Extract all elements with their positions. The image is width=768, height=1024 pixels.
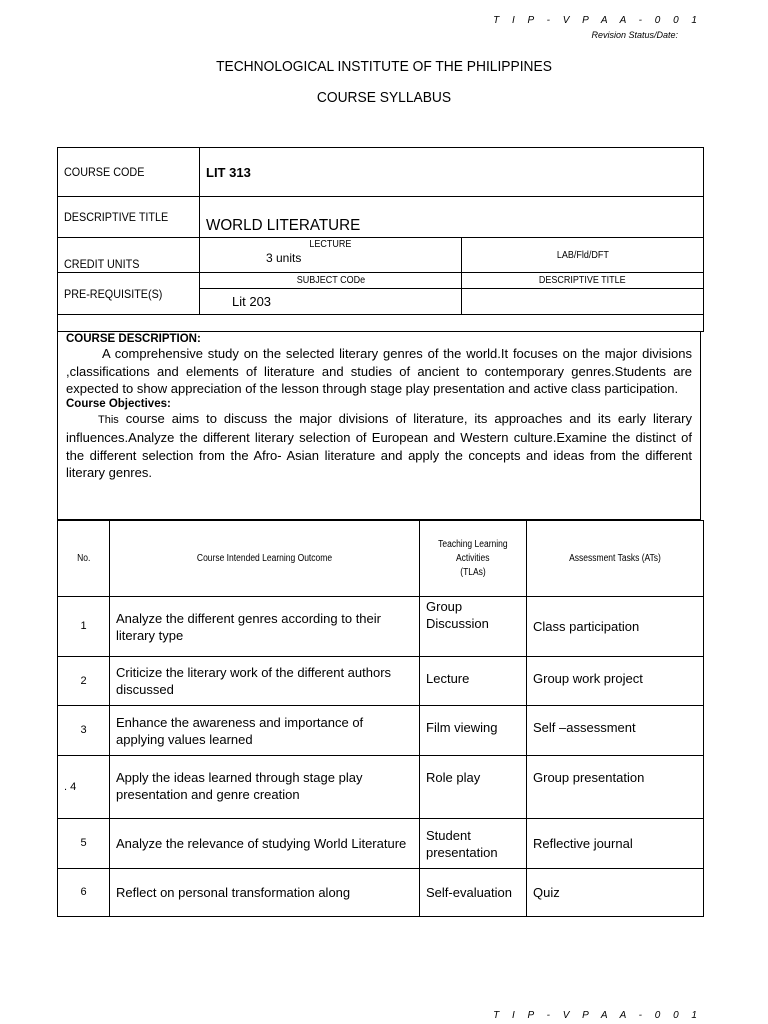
course-objectives-heading: Course Objectives: xyxy=(66,397,171,410)
row-number: 2 xyxy=(58,657,110,706)
table-row xyxy=(58,756,704,819)
learning-outcomes-table xyxy=(57,520,704,917)
row-number: 6 xyxy=(58,869,110,917)
course-description-heading: COURSE DESCRIPTION: xyxy=(66,333,201,345)
row-at: Group presentation xyxy=(527,756,704,819)
table-row xyxy=(58,706,704,756)
row-number: 3 xyxy=(58,706,110,756)
row-at: Quiz xyxy=(527,869,704,917)
row-at: Class participation xyxy=(527,597,704,657)
row-cilo: Analyze the relevance of studying World Literature xyxy=(110,819,420,869)
row-number: 5 xyxy=(58,819,110,869)
row-cilo: Enhance the awareness and importance of applying values learned xyxy=(110,706,420,756)
lab-label: LAB/Fld/DFT xyxy=(462,238,704,273)
row-tla: Self-evaluation xyxy=(420,869,527,917)
institute-title: TECHNOLOGICAL INSTITUTE OF THE PHILIPPINES xyxy=(216,58,552,75)
row-tla: Student presentation xyxy=(420,819,527,869)
subject-code-label: SUBJECT CODe xyxy=(200,273,462,289)
row-number: 1 xyxy=(58,597,110,657)
table-row xyxy=(58,819,704,869)
col-no: No. xyxy=(58,521,110,597)
course-code-value: LIT 313 xyxy=(200,148,704,197)
descriptive-title-value: WORLD LITERATURE xyxy=(200,197,704,238)
row-number: . 4 xyxy=(58,756,110,819)
table-row xyxy=(58,869,704,917)
descriptive-title-label: DESCRIPTIVE TITLE xyxy=(58,197,200,238)
col-at: Assessment Tasks (ATs) xyxy=(527,521,704,597)
col-cilo: Course Intended Learning Outcome xyxy=(110,521,420,597)
prerequisite-label: PRE-REQUISITE(S) xyxy=(58,273,200,315)
lecture-units: 3 units xyxy=(266,251,302,265)
table-row xyxy=(58,597,704,657)
revision-status: Revision Status/Date: xyxy=(591,30,678,40)
row-tla: Film viewing xyxy=(420,706,527,756)
document-code-bottom: T I P - V P A A - 0 0 1 xyxy=(493,1010,702,1021)
course-code-label: COURSE CODE xyxy=(58,148,200,197)
document-code-top: T I P - V P A A - 0 0 1 xyxy=(493,15,702,26)
row-tla: Role play xyxy=(420,756,527,819)
lecture-cell: LECTURE 3 units xyxy=(200,238,462,273)
row-at: Self –assessment xyxy=(527,706,704,756)
row-at: Reflective journal xyxy=(527,819,704,869)
row-tla: Group Discussion xyxy=(420,597,527,657)
course-description-text: A comprehensive study on the selected literary genres of the world.It focuses on the major divisions ,classifications and elements of literature and studies of ancient to contemporary genres.Students are expected to show appreciation of the lesson through stage play presentation and active class participation. xyxy=(66,346,692,396)
prerequisite-value: Lit 203 xyxy=(200,289,462,315)
row-cilo: Criticize the literary work of the different authors discussed xyxy=(110,657,420,706)
col-tla: Teaching Learning Activities (TLAs) xyxy=(420,521,527,597)
row-cilo: Reflect on personal transformation along xyxy=(110,869,420,917)
course-objectives-text: This course aims to discuss the major divisions of literature, its approaches and its early literary influences.Analyze the different literary selection of European and Western culture.Examine the distinct of the different selection from the Afro- Asian literature and apply the concepts and ideas from the different literary genres. xyxy=(66,410,692,480)
prerequisite-title-empty xyxy=(462,289,704,315)
spacer-row xyxy=(58,315,704,332)
course-info-table xyxy=(57,147,704,332)
row-tla: Lecture xyxy=(420,657,527,706)
prereq-descriptive-title-label: DESCRIPTIVE TITLE xyxy=(462,273,704,289)
row-cilo: Analyze the different genres according to their literary type xyxy=(110,597,420,657)
row-at: Group work project xyxy=(527,657,704,706)
credit-units-label: CREDIT UNITS xyxy=(58,238,200,273)
table-row xyxy=(58,657,704,706)
syllabus-title: COURSE SYLLABUS xyxy=(316,89,452,106)
row-cilo: Apply the ideas learned through stage play presentation and genre creation xyxy=(110,756,420,819)
course-description-block xyxy=(57,332,701,520)
